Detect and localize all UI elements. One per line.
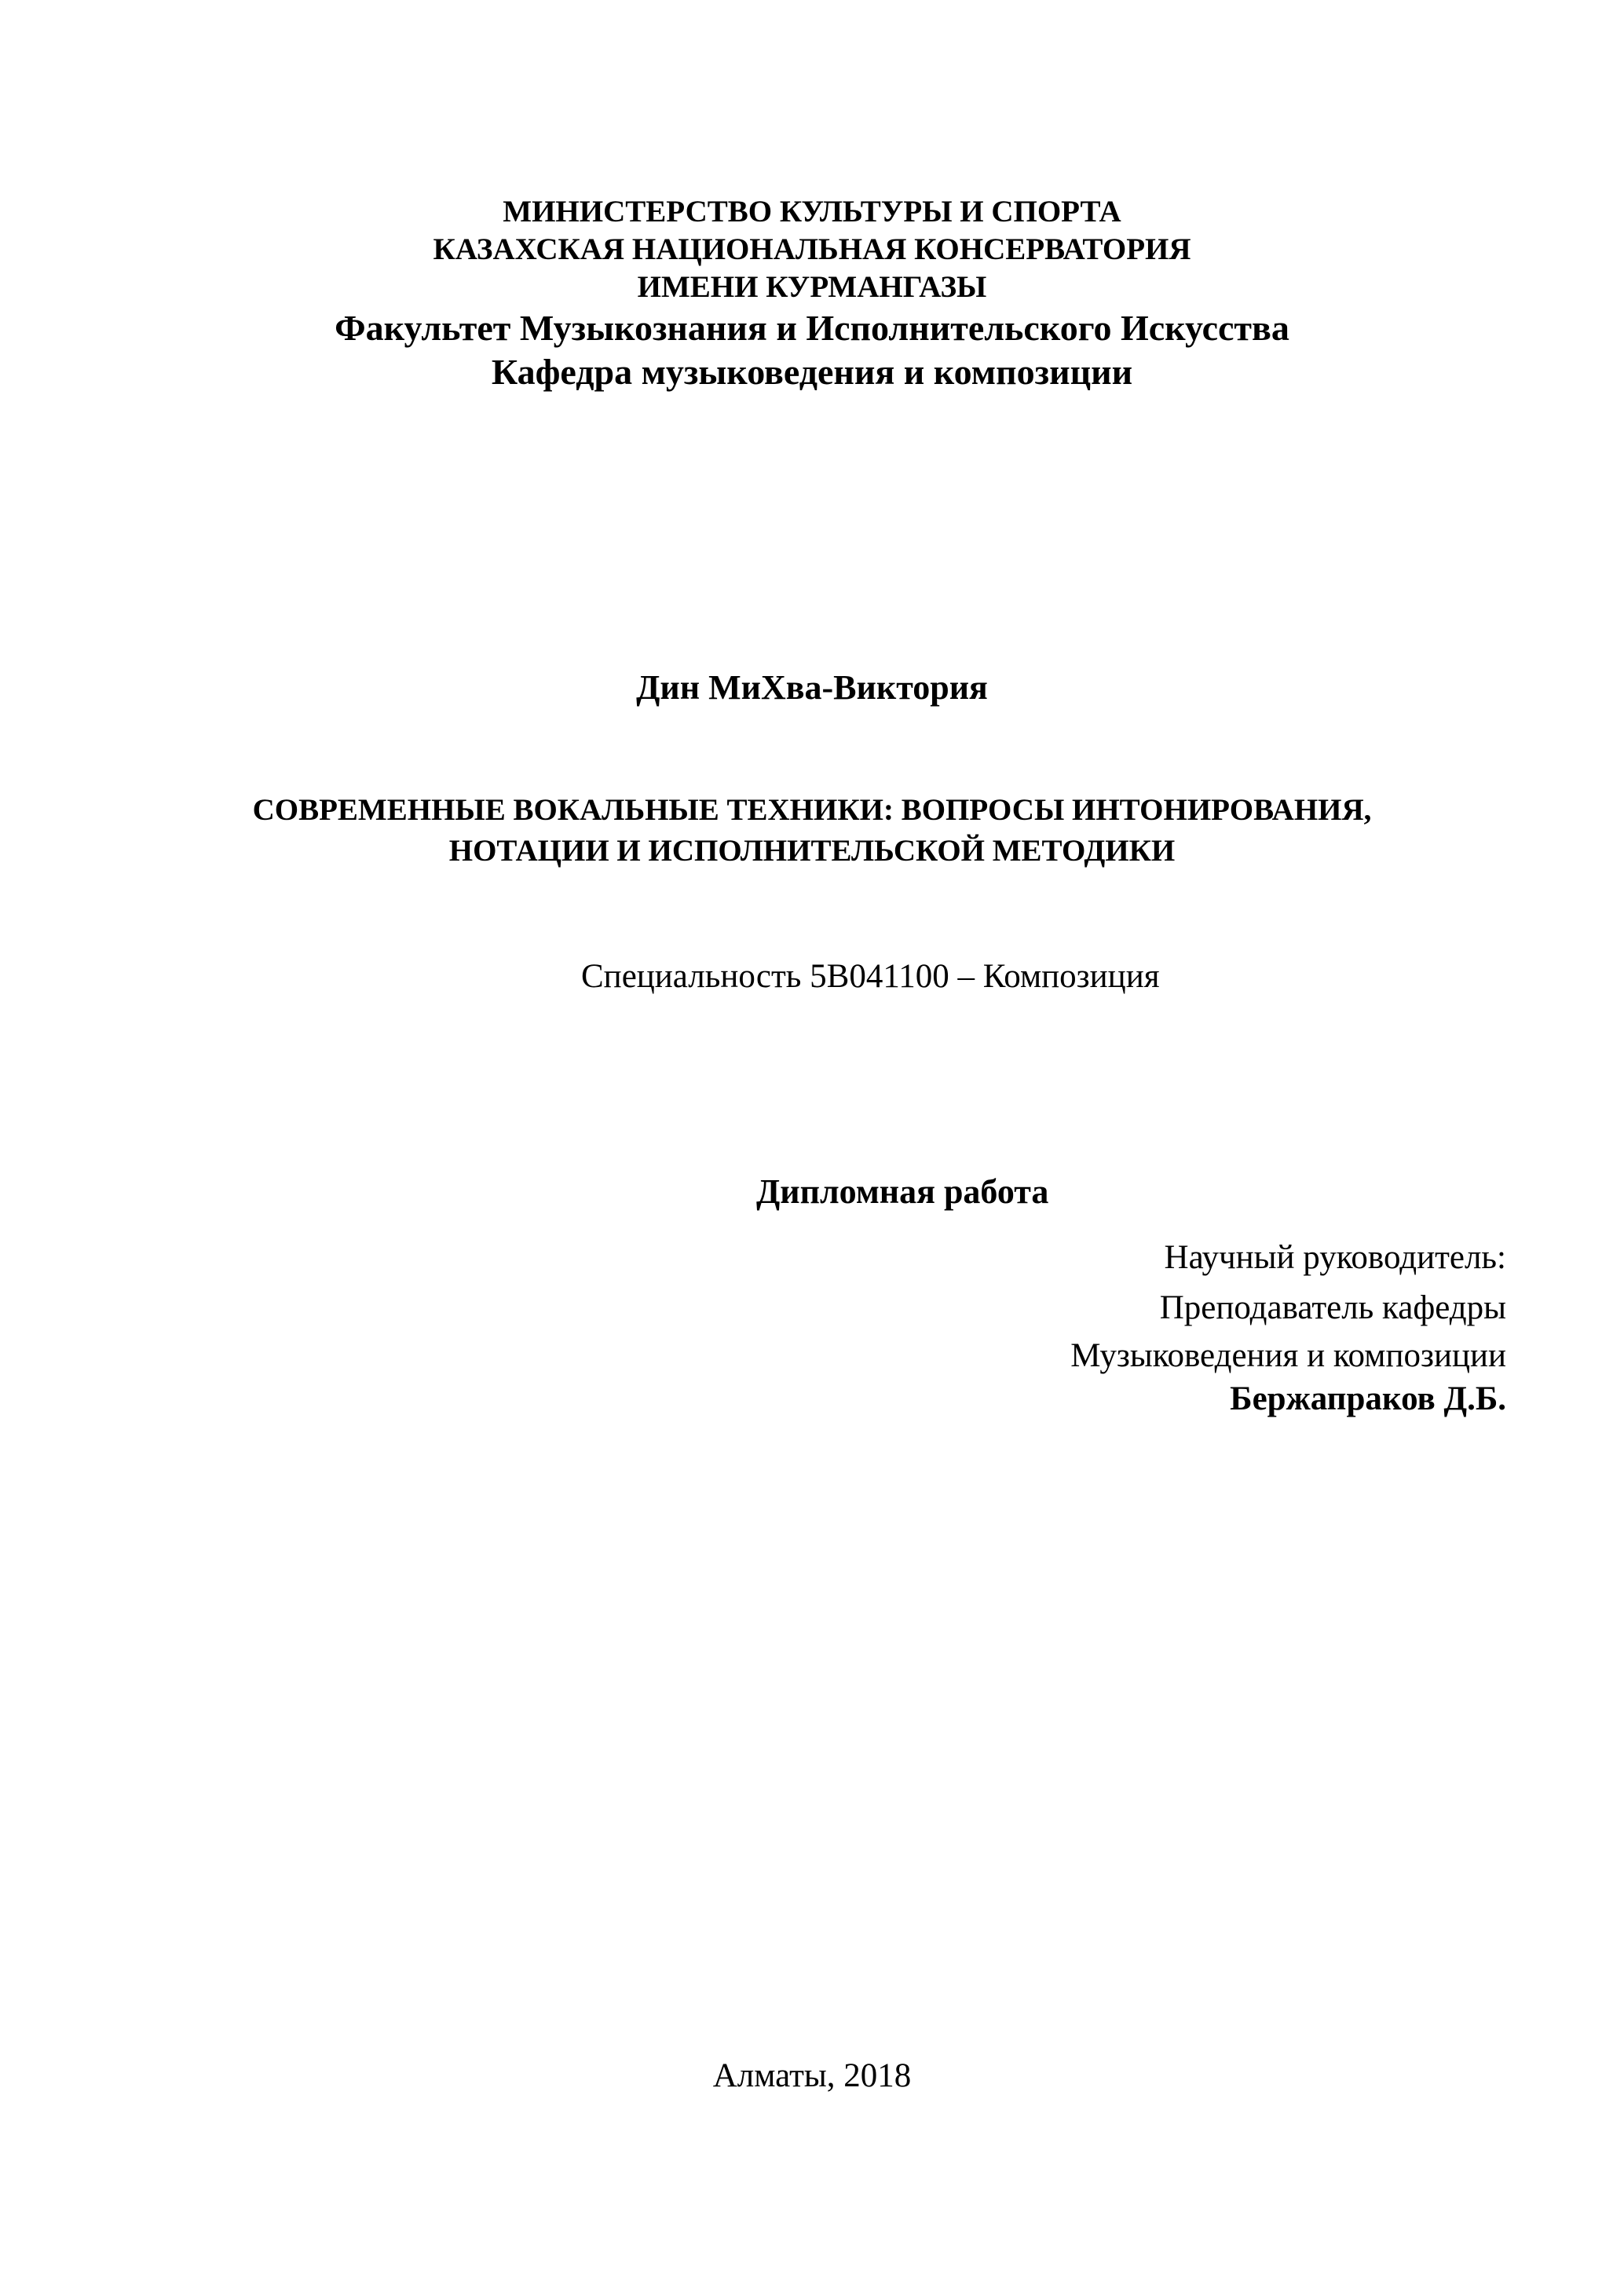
supervisor-name: Бержапраков Д.Б. (1230, 1380, 1506, 1417)
conservatory-heading: КАЗАХСКАЯ НАЦИОНАЛЬНАЯ КОНСЕРВАТОРИЯ (433, 232, 1191, 266)
city-year: Алматы, 2018 (712, 2057, 912, 2094)
thesis-title-line-1: СОВРЕМЕННЫЕ ВОКАЛЬНЫЕ ТЕХНИКИ: ВОПРОСЫ ИНТОНИРОВАНИЯ, (252, 793, 1372, 827)
specialty-line: Специальность 5В041100 – Композиция (581, 958, 1160, 995)
supervisor-label: Научный руководитель: (1164, 1239, 1506, 1276)
thesis-title-line-2: НОТАЦИИ И ИСПОЛНИТЕЛЬСКОЙ МЕТОДИКИ (448, 834, 1176, 868)
named-after-heading: ИМЕНИ КУРМАНГАЗЫ (637, 270, 987, 304)
faculty-heading: Факультет Музыкознания и Исполнительского Искусства (335, 308, 1289, 348)
supervisor-department: Музыковедения и композиции (1070, 1337, 1506, 1374)
supervisor-position: Преподаватель кафедры (1159, 1289, 1506, 1326)
work-type: Дипломная работа (756, 1172, 1049, 1211)
author-name: Дин МиХва-Виктория (636, 668, 988, 707)
department-heading: Кафедра музыковедения и композиции (491, 352, 1133, 392)
ministry-heading: МИНИСТЕРСТВО КУЛЬТУРЫ И СПОРТА (503, 195, 1121, 229)
